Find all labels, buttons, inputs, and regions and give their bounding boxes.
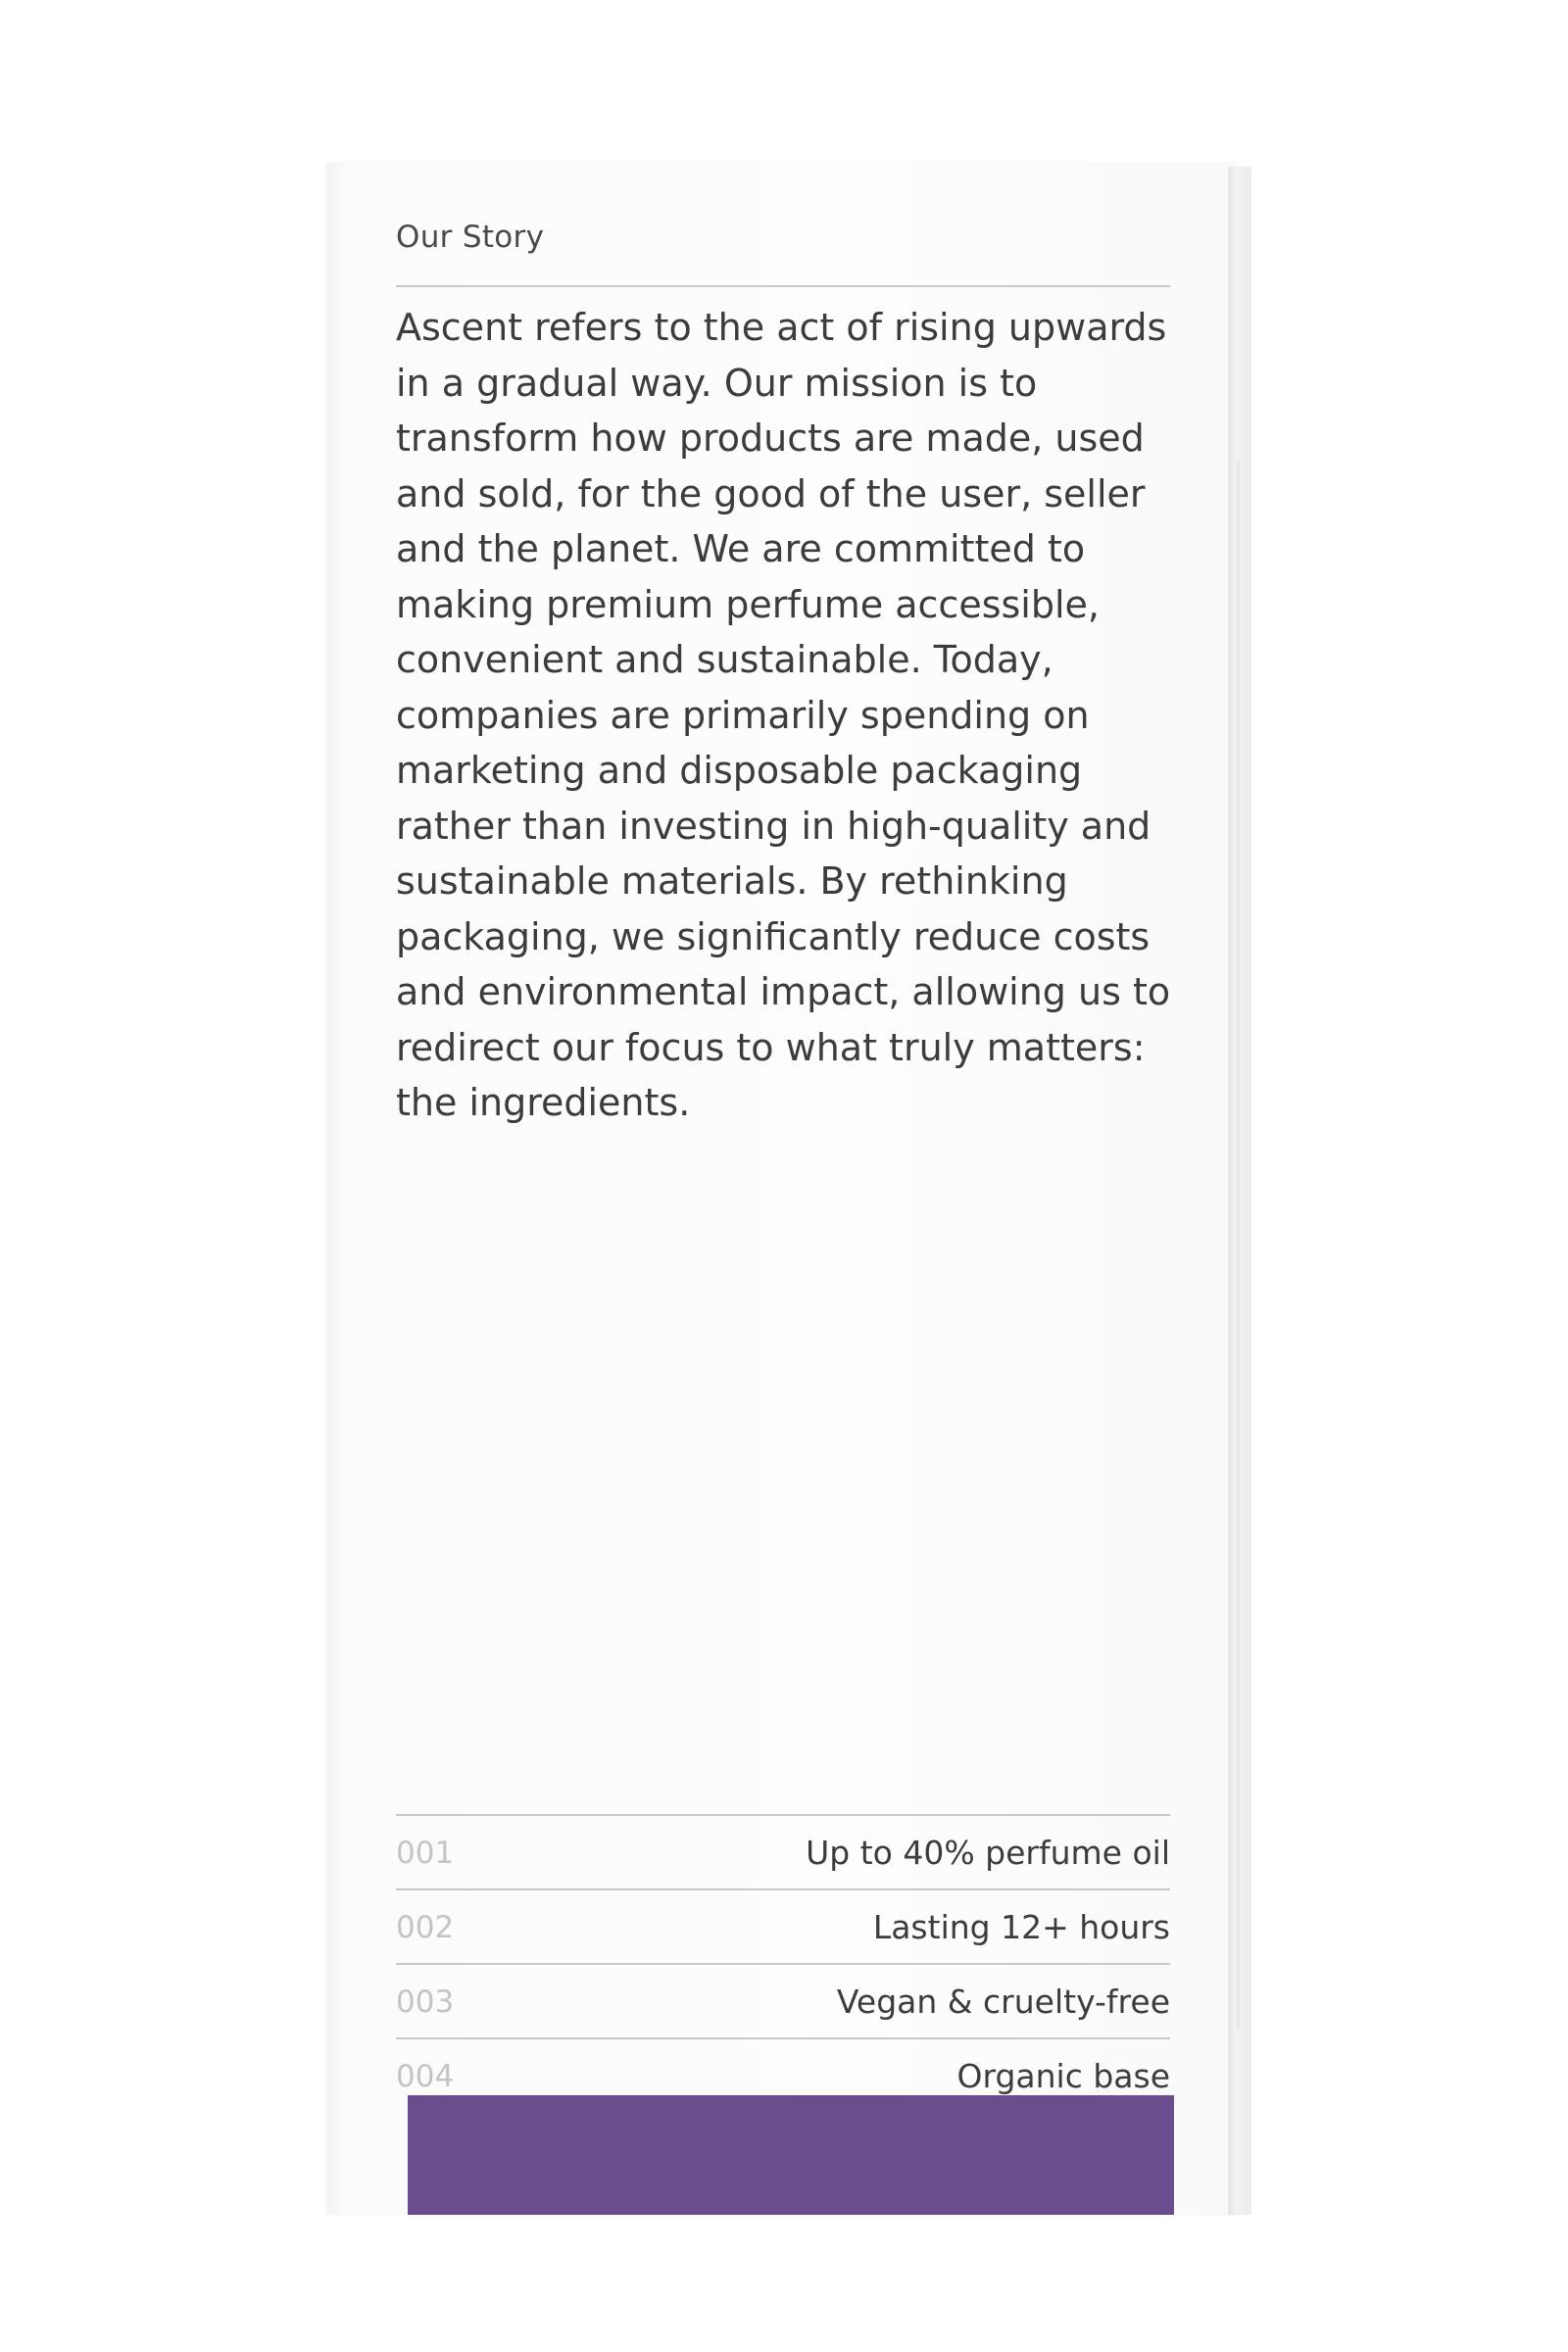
feature-text: Vegan & cruelty-free [836,1983,1170,2021]
feature-number: 003 [396,1984,455,2020]
feature-number: 001 [396,1836,455,1871]
story-line: companies are primarily spending on [396,693,1090,737]
heading-divider [396,285,1170,287]
story-line: transform how products are made, used [396,416,1145,460]
story-line: in a gradual way. Our mission is to [396,361,1038,405]
story-line: convenient and sustainable. Today, [396,638,1054,681]
feature-row [396,1888,1170,1963]
story-line: redirect our focus to what truly matters: [396,1025,1146,1069]
story-line: packaging, we significantly reduce costs [396,914,1151,958]
story-line: rather than investing in high-quality and [396,804,1152,848]
story-line: marketing and disposable packaging [396,749,1083,792]
story-heading: Our Story [396,220,545,255]
feature-text: Lasting 12+ hours [872,1908,1170,1946]
story-line: the ingredients. [396,1081,691,1124]
story-line: Ascent refers to the act of rising upwards [396,306,1167,349]
box-edge-shadow [1237,461,1240,2029]
story-line: and sold, for the good of the user, seller [396,471,1146,515]
box-side-edge [1228,167,1251,2215]
feature-list [396,1814,1170,2112]
story-line: making premium perfume accessible, [396,582,1100,626]
feature-text: Organic base [956,2057,1170,2095]
feature-number: 002 [396,1910,455,1945]
feature-text: Up to 40% perfume oil [806,1834,1170,1872]
story-line: and the planet. We are committed to [396,527,1086,570]
story-line: sustainable materials. By rethinking [396,859,1068,903]
feature-row [396,1963,1170,2037]
feature-number: 004 [396,2059,455,2094]
story-body [396,300,1180,1131]
accent-color-band [408,2095,1174,2215]
feature-row [396,1814,1170,1888]
story-line: and environmental impact, allowing us to [396,970,1171,1013]
